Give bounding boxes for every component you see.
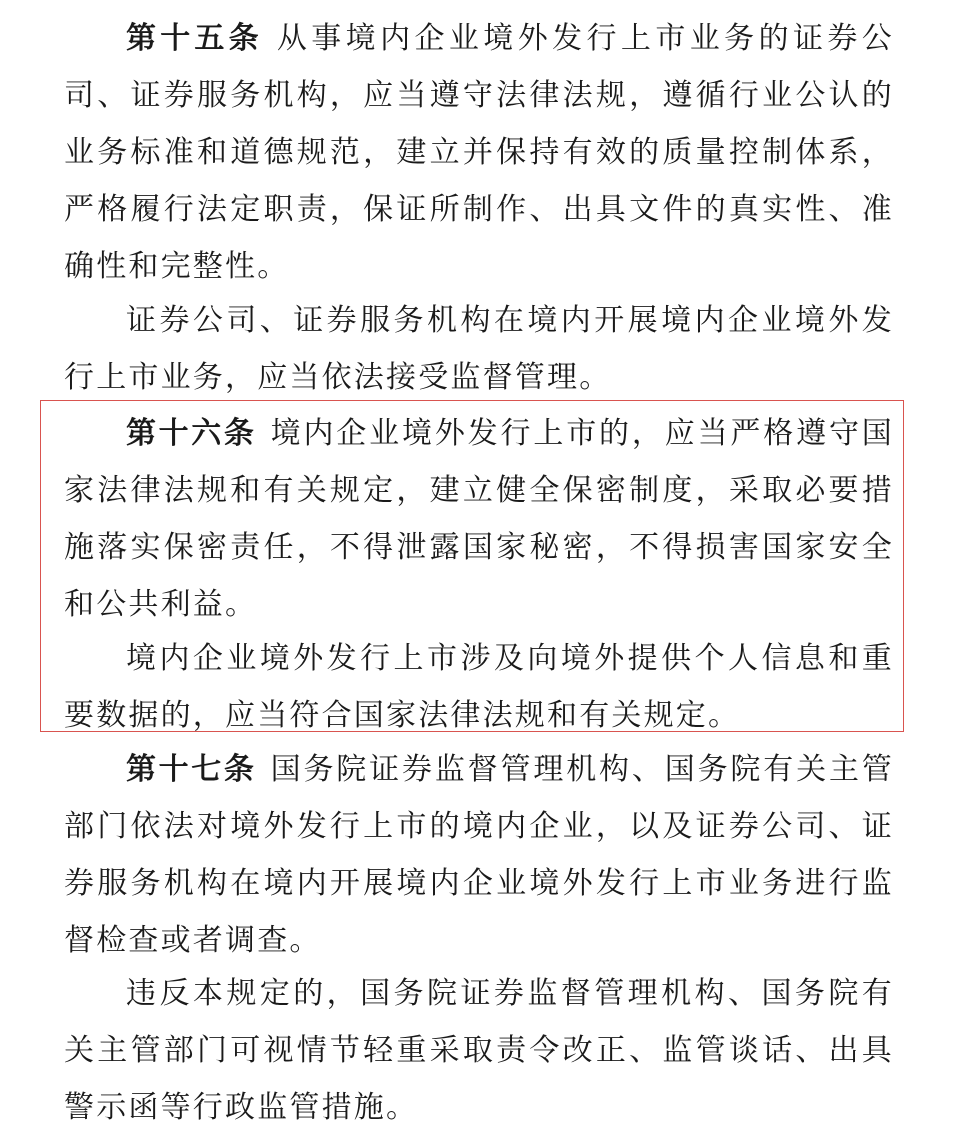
article-16-title: 第十六条	[126, 416, 257, 451]
article-15-text-1: 从事境内企业境外发行上市业务的证券公司、证券服务机构，应当遵守法律法规，遵循行业公认的业务标准和道德规范，建立并保持有效的质量控制体系，严格履行法定职责，保证所制作、出具文件的真实性、准确性和完整性。	[64, 21, 894, 284]
article-16-text-1: 境内企业境外发行上市的，应当严格遵守国家法律法规和有关规定，建立健全保密制度，采取必要措施落实保密责任，不得泄露国家秘密，不得损害国家安全和公共利益。	[64, 416, 895, 622]
article-15-text-2: 证券公司、证券服务机构在境内开展境内企业境外发行上市业务，应当依法接受监督管理。	[64, 303, 894, 395]
article-17-paragraph-2	[64, 965, 894, 1136]
article-15-paragraph-2	[64, 292, 894, 406]
article-17-text-2: 违反本规定的，国务院证券监督管理机构、国务院有关主管部门可视情节轻重采取责令改正、监管谈话、出具警示函等行政监管措施。	[64, 976, 894, 1125]
article-15-paragraph-1	[64, 10, 894, 295]
article-16-paragraph-1	[64, 405, 894, 633]
article-15-title: 第十五条	[126, 21, 263, 56]
article-17-paragraph-1	[64, 741, 894, 969]
article-16-text-2: 境内企业境外发行上市涉及向境外提供个人信息和重要数据的，应当符合国家法律法规和有关规定。	[64, 641, 894, 733]
article-17-title: 第十七条	[126, 752, 257, 787]
article-17-text-1: 国务院证券监督管理机构、国务院有关主管部门依法对境外发行上市的境内企业，以及证券公司、证券服务机构在境内开展境内企业境外发行上市业务进行监督检查或者调查。	[64, 752, 895, 958]
article-16-paragraph-2	[64, 630, 894, 744]
